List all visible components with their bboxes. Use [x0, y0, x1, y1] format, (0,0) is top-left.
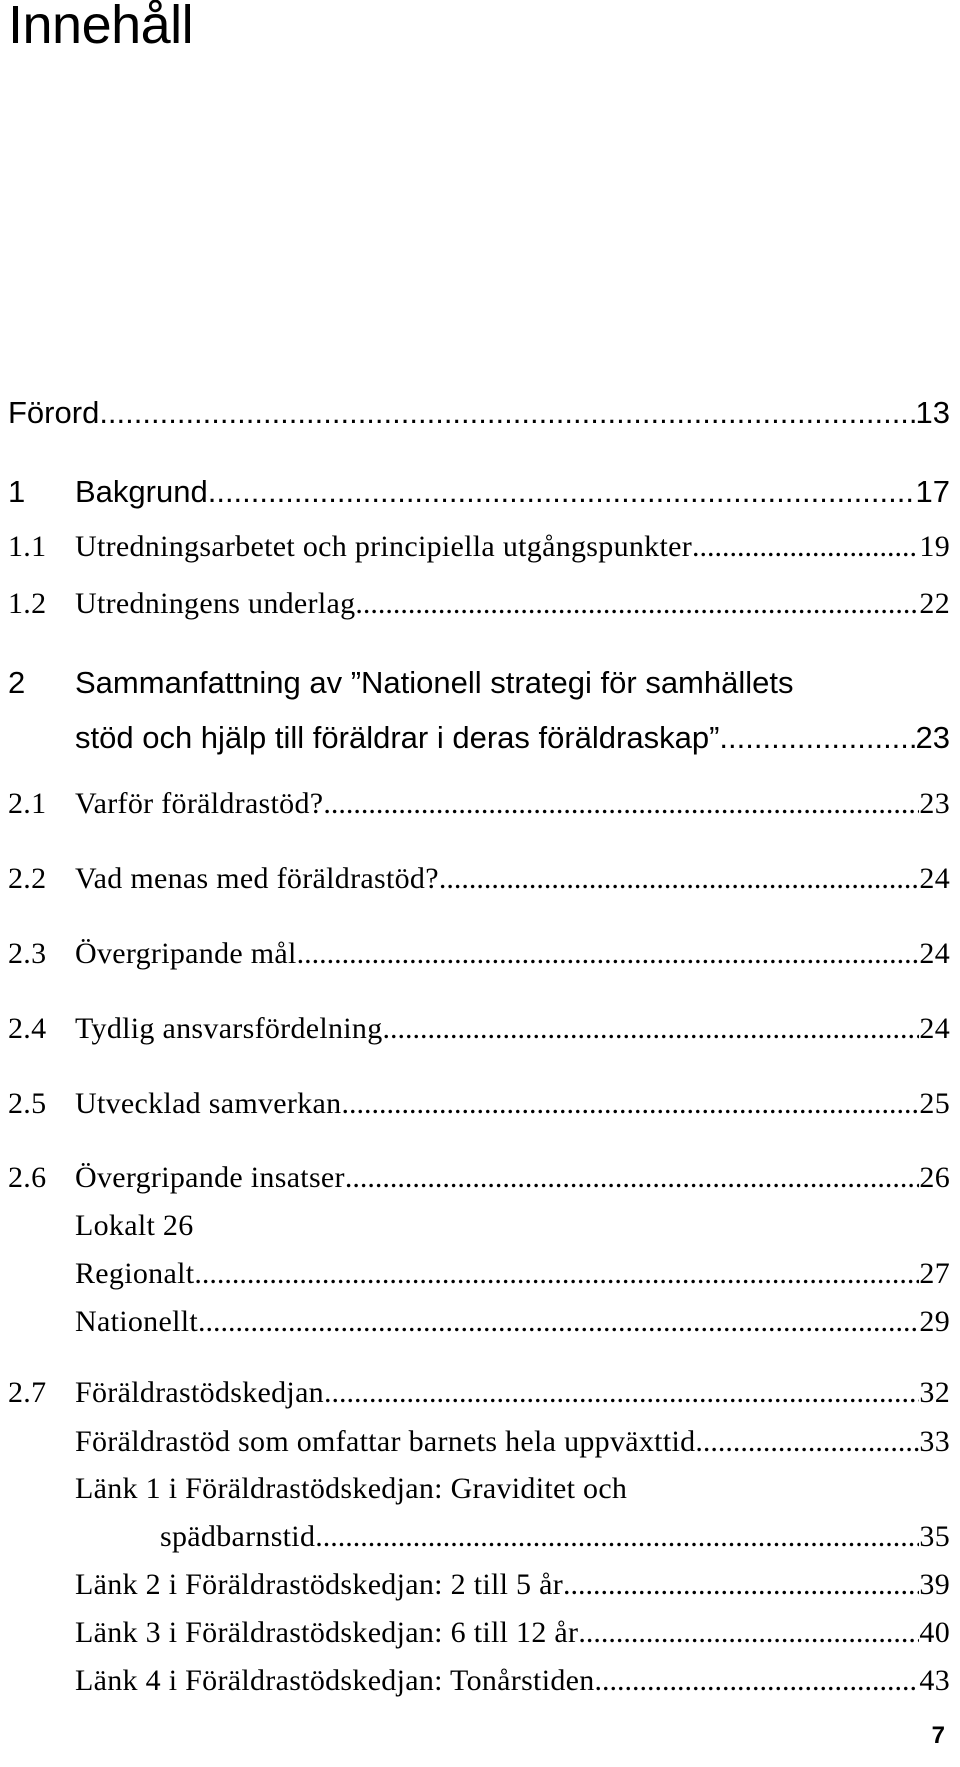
dot-leader [208, 474, 916, 510]
toc-page-number: 17 [915, 474, 950, 509]
toc-entry-lank-2[interactable] [75, 1568, 950, 1602]
dot-leader [324, 1376, 919, 1410]
toc-entry-2-1[interactable] [8, 787, 950, 821]
toc-entry-title: Övergripande insatser [75, 1161, 345, 1194]
toc-entry-helauppvaxttid[interactable] [75, 1425, 950, 1459]
toc-page-number: 35 [919, 1520, 950, 1553]
toc-entry-chapter-1[interactable] [8, 474, 950, 510]
toc-entry-regionalt[interactable] [75, 1257, 950, 1291]
toc-entry-2-5[interactable] [8, 1087, 950, 1121]
toc-entry-2-4[interactable] [8, 1012, 950, 1046]
toc-entry-title: Lokalt 26 [75, 1209, 194, 1242]
toc-page-number: 39 [919, 1568, 950, 1601]
toc-entry-number: 2.5 [8, 1087, 47, 1120]
toc-entry-lokalt[interactable] [75, 1209, 950, 1243]
toc-entry-title: Länk 1 i Föräldrastödskedjan: Graviditet och [75, 1472, 628, 1505]
toc-entry-lank-4[interactable] [75, 1664, 950, 1698]
toc-page-number: 25 [919, 1087, 950, 1120]
toc-entry-title: Sammanfattning av ”Nationell strategi för samhällets [75, 665, 794, 700]
toc-entry-number: 2.2 [8, 862, 47, 895]
dot-leader [578, 1616, 919, 1650]
toc-entry-title: Utredningens underlag [75, 587, 356, 620]
toc-page-number: 33 [919, 1425, 950, 1458]
toc-entry-title: Länk 4 i Föräldrastödskedjan: Tonårstiden [75, 1664, 595, 1697]
toc-entry-2-3[interactable] [8, 937, 950, 971]
toc-entry-lank-3[interactable] [75, 1616, 950, 1650]
dot-leader [563, 1568, 919, 1602]
toc-entry-forord[interactable] [8, 395, 950, 431]
dot-leader [341, 1087, 919, 1121]
toc-entry-title: Utredningsarbetet och principiella utgångspunkter [75, 530, 693, 563]
toc-entry-2-2[interactable] [8, 862, 950, 896]
toc-entry-1-1[interactable] [8, 530, 950, 564]
dot-leader [695, 1425, 919, 1459]
toc-page-number: 24 [919, 1012, 950, 1045]
toc-entry-number: 2.6 [8, 1161, 47, 1194]
toc-entry-title: Regionalt [75, 1257, 195, 1290]
toc-entry-number: 2 [8, 665, 26, 700]
toc-entry-title: Förord [8, 395, 100, 430]
toc-entry-number: 2.3 [8, 937, 47, 970]
toc-page-number: 22 [919, 587, 950, 620]
toc-page-number: 24 [919, 937, 950, 970]
toc-entry-number: 2.1 [8, 787, 47, 820]
toc-entry-number: 1.2 [8, 587, 47, 620]
dot-leader [198, 1305, 919, 1339]
toc-page-number: 32 [919, 1376, 950, 1409]
page-title: Innehåll [8, 0, 194, 55]
footer-page-number: 7 [931, 1722, 945, 1749]
dot-leader [383, 1012, 920, 1046]
toc-page-number: 43 [919, 1664, 950, 1697]
toc-entry-title: Vad menas med föräldrastöd? [75, 862, 439, 895]
toc-entry-title: Länk 2 i Föräldrastödskedjan: 2 till 5 år [75, 1568, 564, 1601]
toc-entry-title: Länk 3 i Föräldrastödskedjan: 6 till 12 år [75, 1616, 579, 1649]
toc-entry-title: Tydlig ansvarsfördelning [75, 1012, 383, 1045]
toc-entry-title: Föräldrastöd som omfattar barnets hela uppväxttid [75, 1425, 696, 1458]
toc-entry-number: 1.1 [8, 530, 47, 563]
toc-page-number: 27 [919, 1257, 950, 1290]
toc-page-number: 24 [919, 862, 950, 895]
dot-leader [595, 1664, 920, 1698]
toc-entry-2-6[interactable] [8, 1161, 950, 1195]
dot-leader [194, 1257, 919, 1291]
dot-leader [99, 395, 915, 431]
toc-entry-line [75, 1472, 950, 1506]
toc-entry-title: Övergripande mål [75, 937, 297, 970]
toc-page-number: 40 [919, 1616, 950, 1649]
dot-leader [692, 530, 919, 564]
dot-leader [719, 720, 915, 756]
toc-entry-number: 1 [8, 474, 26, 509]
toc-entry-1-2[interactable] [8, 587, 950, 621]
dot-leader [345, 1161, 920, 1195]
toc-page-number: 13 [915, 395, 950, 430]
toc-entry-title-continued: stöd och hjälp till föräldrar i deras föräldraskap” [75, 720, 720, 755]
toc-entry-line [75, 720, 950, 756]
toc-entry-line [160, 1520, 950, 1554]
toc-entry-2-7[interactable] [8, 1376, 950, 1410]
toc-entry-title: Bakgrund [75, 474, 208, 509]
dot-leader [323, 787, 919, 821]
toc-page-number: 29 [919, 1305, 950, 1338]
toc-page-number: 26 [919, 1161, 950, 1194]
toc-page-number: 19 [919, 530, 950, 563]
toc-page-number: 23 [915, 720, 950, 755]
toc-page-number: 23 [919, 787, 950, 820]
toc-entry-title: Utvecklad samverkan [75, 1087, 342, 1120]
toc-entry-number: 2.7 [8, 1376, 47, 1409]
toc-entry-title: Föräldrastödskedjan [75, 1376, 324, 1409]
dot-leader [315, 1520, 919, 1554]
dot-leader [297, 937, 920, 971]
toc-entry-title-continued: spädbarnstid [160, 1520, 316, 1553]
toc-entry-title: Varför föräldrastöd? [75, 787, 324, 820]
toc-entry-line [8, 665, 950, 701]
toc-entry-nationellt[interactable] [75, 1305, 950, 1339]
toc-entry-title: Nationellt [75, 1305, 198, 1338]
toc-entry-number: 2.4 [8, 1012, 47, 1045]
dot-leader [439, 862, 920, 896]
dot-leader [355, 587, 919, 621]
